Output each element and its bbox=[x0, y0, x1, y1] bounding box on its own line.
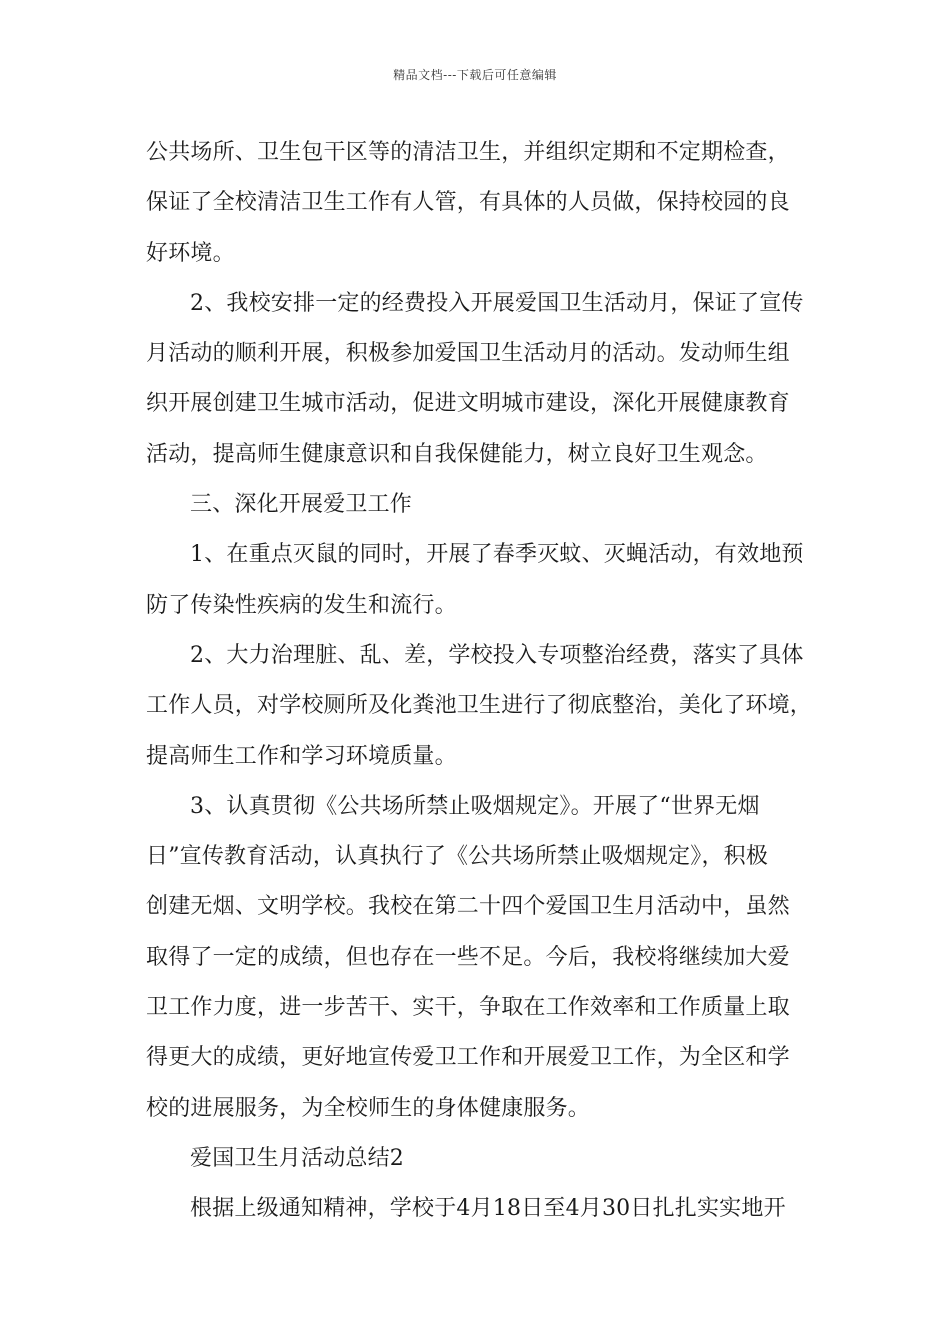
text-line: 2、大力治理脏、乱、差，学校投入专项整治经费，落实了具体 bbox=[190, 642, 804, 668]
page-header: 精品文档---下载后可任意编辑 bbox=[393, 68, 557, 82]
text-line: 月活动的顺利开展，积极参加爱国卫生活动月的活动。发动师生组 bbox=[146, 341, 790, 367]
text-line: 提高师生工作和学习环境质量。 bbox=[146, 743, 457, 769]
text-line: 公共场所、卫生包干区等的清洁卫生，并组织定期和不定期检查， bbox=[146, 140, 790, 165]
document-body bbox=[146, 128, 826, 1235]
text-line: 取得了一定的成绩，但也存在一些不足。今后，我校将继续加大爱 bbox=[146, 944, 790, 970]
text-line: 防了传染性疾病的发生和流行。 bbox=[146, 592, 457, 618]
text-line: 爱国卫生月活动总结2 bbox=[190, 1145, 404, 1171]
text-line: 活动，提高师生健康意识和自我保健能力，树立良好卫生观念。 bbox=[146, 441, 768, 467]
text-line: 三、深化开展爱卫工作 bbox=[190, 492, 413, 518]
text-line: 好环境。 bbox=[146, 240, 235, 266]
text-line: 1、在重点灭鼠的同时，开展了春季灭蚊、灭蝇活动，有效地预 bbox=[190, 542, 804, 568]
text-line: 日”宣传教育活动，认真执行了《公共场所禁止吸烟规定》，积极 bbox=[146, 844, 769, 870]
text-line: 创建无烟、文明学校。我校在第二十四个爱国卫生月活动中，虽然 bbox=[146, 894, 790, 920]
text-line: 保证了全校清洁卫生工作有人管，有具体的人员做，保持校园的良 bbox=[146, 190, 790, 216]
text-line: 3、认真贯彻《公共场所禁止吸烟规定》。开展了“世界无烟 bbox=[190, 793, 760, 819]
text-line: 工作人员，对学校厕所及化粪池卫生进行了彻底整治，美化了环境， bbox=[146, 693, 813, 719]
text-line: 校的进展服务，为全校师生的身体健康服务。 bbox=[146, 1095, 591, 1121]
text-line: 根据上级通知精神，学校于4月18日至4月30日扎扎实实地开 bbox=[190, 1196, 786, 1222]
text-line: 卫工作力度，进一步苦干、实干，争取在工作效率和工作质量上取 bbox=[146, 995, 790, 1021]
text-line: 织开展创建卫生城市活动，促进文明城市建设，深化开展健康教育 bbox=[146, 391, 790, 417]
text-line: 得更大的成绩，更好地宣传爱卫工作和开展爱卫工作，为全区和学 bbox=[146, 1045, 790, 1071]
text-line: 2、我校安排一定的经费投入开展爱国卫生活动月，保证了宣传 bbox=[190, 290, 804, 316]
